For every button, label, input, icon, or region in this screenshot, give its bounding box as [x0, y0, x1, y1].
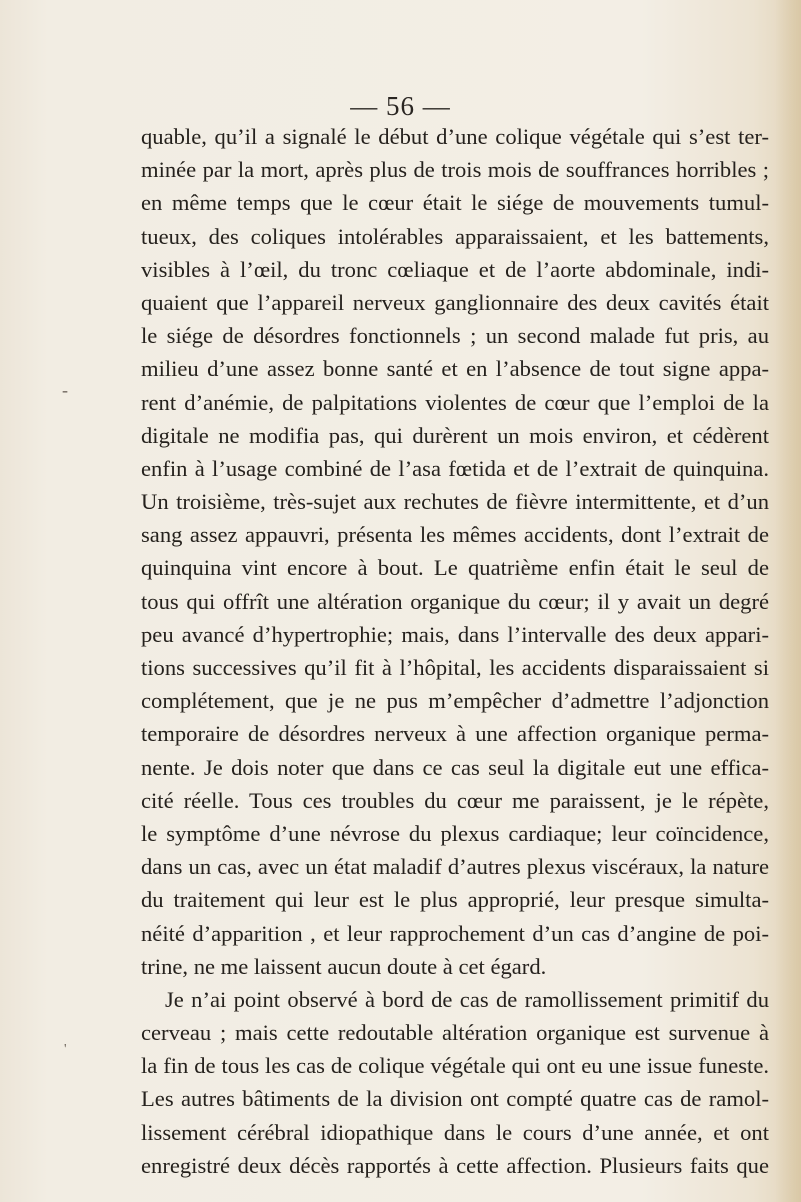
text-line: lissement cérébral idiopathique dans le cours d’une année, et ont: [141, 1119, 769, 1145]
text-line: quable, qu’il a signalé le début d’une colique végétale qui s’est ter-: [141, 124, 769, 149]
page-edge-shadow: [775, 0, 801, 1202]
text-line: Je n’ai point observé à bord de cas de ramollissement primitif du: [165, 986, 769, 1012]
text-line: cerveau ; mais cette redoutable altération organique est survenue à: [141, 1020, 769, 1046]
text-line: cité réelle. Tous ces troubles du cœur me paraissent, je le répète,: [141, 787, 769, 813]
text-line: tueux, des coliques intolérables apparaissaient, et les battements,: [141, 223, 769, 249]
text-line: complétement, que je ne pus m’empêcher d’admettre l’adjonction: [141, 688, 769, 714]
text-line: en même temps que le cœur était le siége de mouvements tumul-: [141, 190, 769, 216]
text-line: quaient que l’appareil nerveux ganglionnaire des deux cavités était: [141, 289, 769, 315]
text-line: Les autres bâtiments de la division ont compté quatre cas de ramol-: [141, 1086, 769, 1112]
text-line: digitale ne modifia pas, qui durèrent un mois environ, et cédèrent: [141, 422, 769, 448]
text-line: visibles à l’œil, du tronc cœliaque et de l’aorte abdominale, indi-: [141, 256, 769, 282]
text-line: quinquina vint encore à bout. Le quatrième enfin était le seul de: [141, 555, 769, 581]
text-line: peu avancé d’hypertrophie; mais, dans l’intervalle des deux appari-: [141, 621, 769, 647]
text-line: dans un cas, avec un état maladif d’autres plexus viscéraux, la nature: [141, 854, 769, 880]
body-text: [141, 120, 769, 1182]
text-line: enregistré deux décès rapportés à cette affection. Plusieurs faits que: [141, 1152, 769, 1178]
text-line: enfin à l’usage combiné de l’asa fœtida et de l’extrait de quinquina.: [141, 455, 769, 481]
text-line: milieu d’une assez bonne santé et en l’absence de tout signe appa-: [141, 356, 769, 382]
text-line: rent d’anémie, de palpitations violentes de cœur que l’emploi de la: [141, 389, 769, 415]
text-line: tous qui offrît une altération organique du cœur; il y avait un degré: [141, 588, 769, 614]
text-line: temporaire de désordres nerveux à une affection organique perma-: [141, 721, 769, 747]
margin-tick-mark: ': [64, 1042, 67, 1057]
text-line: Un troisième, très-sujet aux rechutes de fièvre intermittente, et d’un: [141, 489, 769, 515]
text-line: du traitement qui leur est le plus approprié, leur presque simulta-: [141, 887, 769, 913]
text-line: néité d’apparition , et leur rapprochement d’un cas d’angine de poi-: [141, 920, 769, 946]
text-line: sang assez appauvri, présenta les mêmes accidents, dont l’extrait de: [141, 522, 769, 548]
margin-dash-mark: -: [62, 380, 68, 400]
text-line: nente. Je dois noter que dans ce cas seul la digitale eut une effica-: [141, 754, 769, 780]
text-line: tions successives qu’il fit à l’hôpital, les accidents disparaissaient si: [141, 655, 769, 680]
text-line: la fin de tous les cas de colique végétale qui ont eu une issue funeste.: [141, 1053, 769, 1079]
text-line: le siége de désordres fonctionnels ; un second malade fut pris, au: [141, 323, 769, 349]
text-line: minée par la mort, après plus de trois mois de souffrances horribles ;: [141, 157, 769, 183]
text-line: trine, ne me laissent aucun doute à cet égard.: [141, 953, 547, 979]
page-number: — 56 —: [350, 91, 451, 121]
text-line: le symptôme d’une névrose du plexus cardiaque; leur coïncidence,: [141, 820, 769, 846]
